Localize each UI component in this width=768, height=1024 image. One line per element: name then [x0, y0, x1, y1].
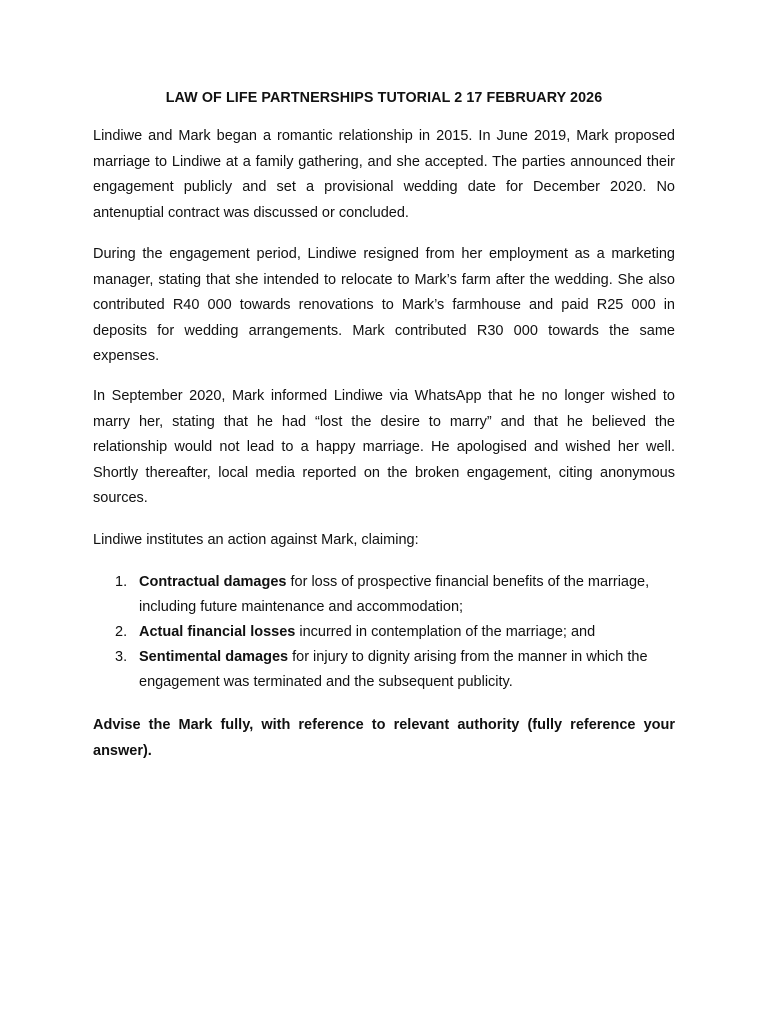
paragraph-background: Lindiwe and Mark began a romantic relationship in 2015. In June 2019, Mark proposed marriage to Lindiwe at a family gathering, and she accepted. The parties announced their engagement publicly and set a provisional wedding date for December 2020. No antenuptial contract was discussed or concluded. — [93, 128, 675, 221]
paragraph-termination: In September 2020, Mark informed Lindiwe via WhatsApp that he no longer wished to marry her, stating that he had “lost the desire to marry” and that he believed the relationship would not lead to a happy marriage. He apologised and wished her well. Shortly thereafter, local media reported on the broken engagement, citing anonymous sources. — [93, 388, 675, 506]
paragraph-action-intro: Lindiwe institutes an action against Mark, claiming: — [93, 532, 419, 548]
paragraph-engagement-period: During the engagement period, Lindiwe resigned from her employment as a marketing manager, stating that she intended to relocate to Mark’s farm after the wedding. She also contributed R40 000 towards renovations to Mark’s farmhouse and paid R25 000 in deposits for wedding arrangements. Mark contributed R30 000 towards the same expenses. — [93, 246, 675, 364]
document-title: LAW OF LIFE PARTNERSHIPS TUTORIAL 2 17 FEBRUARY 2026 — [165, 90, 603, 106]
list-item-claim-1 — [93, 570, 675, 620]
claim-heading: Actual financial losses — [139, 624, 296, 640]
claim-text: for injury to dignity arising from the manner in which the engagement was terminated and the subsequent publicity. — [139, 649, 648, 690]
claims-list — [93, 570, 675, 695]
list-item-number: 1. — [115, 574, 128, 590]
list-item-number: 3. — [115, 649, 128, 665]
list-item-number: 2. — [115, 624, 128, 640]
claim-heading: Contractual damages — [139, 574, 287, 590]
claim-text: for loss of prospective financial benefits of the marriage, including future maintenance and accommodation; — [139, 574, 650, 615]
claim-heading: Sentimental damages — [139, 649, 289, 665]
claim-text: incurred in contemplation of the marriage; and — [295, 624, 596, 640]
list-item-claim-2 — [93, 620, 675, 645]
instruction-paragraph: Advise the Mark fully, with reference to relevant authority (fully reference your answer). — [93, 717, 675, 759]
list-item-claim-3 — [93, 645, 675, 695]
